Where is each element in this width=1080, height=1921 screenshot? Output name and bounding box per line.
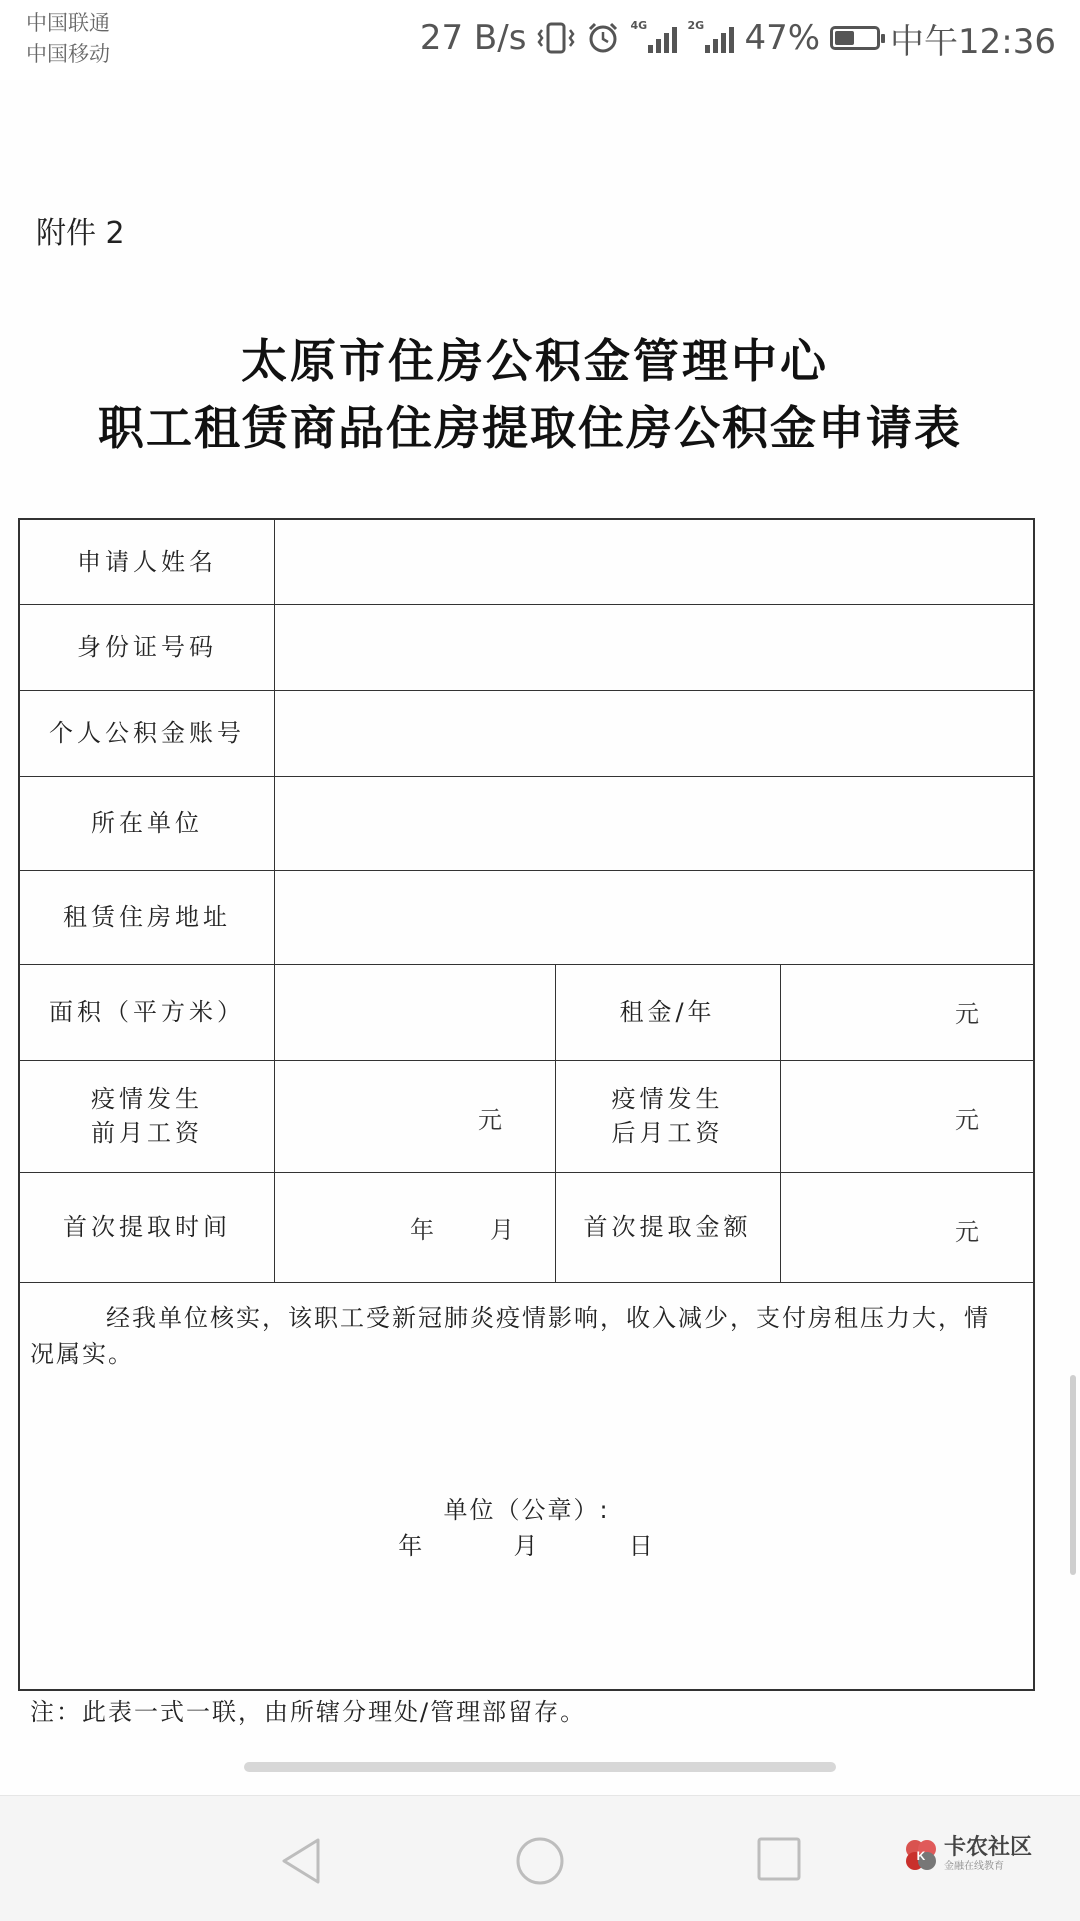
back-icon[interactable] — [278, 1836, 324, 1886]
status-bar — [0, 0, 1080, 80]
label-pre-salary-line2: 前月工资 — [91, 1119, 203, 1147]
battery-icon — [830, 26, 880, 50]
battery-fill — [835, 31, 854, 45]
unit-yuan-pre-salary: 元 — [478, 1106, 502, 1134]
battery-percent: 47% — [744, 18, 821, 58]
document-title-line1: 太原市住房公积金管理中心 — [241, 334, 829, 388]
recents-icon[interactable] — [756, 1836, 802, 1882]
signal-4g-icon — [630, 19, 677, 53]
alarm-icon — [586, 21, 620, 55]
svg-text:K: K — [916, 1848, 926, 1863]
status-icons — [420, 14, 1056, 62]
navigation-bar — [0, 1795, 1080, 1921]
unit-year: 年 — [410, 1216, 434, 1244]
carrier-2: 中国移动 — [26, 42, 110, 66]
application-form — [18, 518, 1035, 1691]
label-post-salary-line2: 后月工资 — [611, 1119, 724, 1147]
label-rent: 租金/年 — [619, 998, 716, 1026]
column-divider — [780, 964, 781, 1282]
label-post-salary-line1: 疫情发生 — [611, 1085, 724, 1113]
home-icon[interactable] — [515, 1836, 565, 1886]
unit-month: 月 — [490, 1216, 514, 1244]
watermark — [904, 1836, 1032, 1873]
horizontal-scrollbar[interactable] — [244, 1762, 836, 1772]
document-view[interactable] — [0, 80, 1080, 1795]
label-area: 面积（平方米） — [49, 998, 245, 1026]
network-type-2: 2G — [687, 19, 705, 32]
seal-day: 日 — [628, 1532, 655, 1560]
clock: 中午12:36 — [890, 21, 1056, 62]
network-speed: 27 B/s — [419, 18, 527, 58]
carrier-1: 中国联通 — [26, 11, 110, 35]
label-first-withdraw-amount: 首次提取金额 — [583, 1213, 752, 1241]
vibrate-icon — [536, 21, 576, 55]
footnote: 注：此表一式一联，由所辖分理处/管理部留存。 — [30, 1698, 587, 1726]
label-employer: 所在单位 — [91, 809, 203, 837]
seal-label: 单位（公章）: — [443, 1496, 610, 1524]
row-divider — [20, 1282, 1033, 1283]
label-post-salary — [555, 1060, 780, 1172]
label-account-number: 个人公积金账号 — [49, 719, 245, 747]
column-divider — [274, 520, 275, 1282]
watermark-title: 卡农社区 — [943, 1835, 1032, 1860]
seal-month: 月 — [513, 1532, 540, 1560]
label-pre-salary — [20, 1060, 274, 1172]
label-first-withdraw-time: 首次提取时间 — [63, 1213, 231, 1241]
label-id-number: 身份证号码 — [77, 633, 217, 661]
label-pre-salary-line1: 疫情发生 — [91, 1085, 203, 1113]
label-applicant-name: 申请人姓名 — [77, 548, 217, 576]
attachment-label: 附件 2 — [36, 216, 125, 251]
document-title-line2: 职工租赁商品住房提取住房公积金申请表 — [98, 401, 962, 455]
network-type-1: 4G — [630, 19, 648, 32]
unit-yuan-post-salary: 元 — [955, 1106, 979, 1134]
kanong-logo-icon — [904, 1838, 938, 1872]
unit-yuan-amount: 元 — [955, 1218, 979, 1246]
unit-yuan-rent: 元 — [955, 1000, 979, 1028]
vertical-scrollbar[interactable] — [1070, 1375, 1076, 1575]
seal-date — [20, 1526, 1033, 1561]
verification-statement: 经我单位核实，该职工受新冠肺炎疫情影响，收入减少，支付房租压力大，情况属实。 — [30, 1304, 990, 1368]
label-rental-address: 租赁住房地址 — [63, 903, 231, 931]
signal-2g-icon — [687, 19, 734, 53]
carrier-names — [26, 8, 110, 70]
seal-year: 年 — [398, 1532, 425, 1560]
watermark-subtitle: 金融在线教育 — [943, 1861, 1004, 1872]
